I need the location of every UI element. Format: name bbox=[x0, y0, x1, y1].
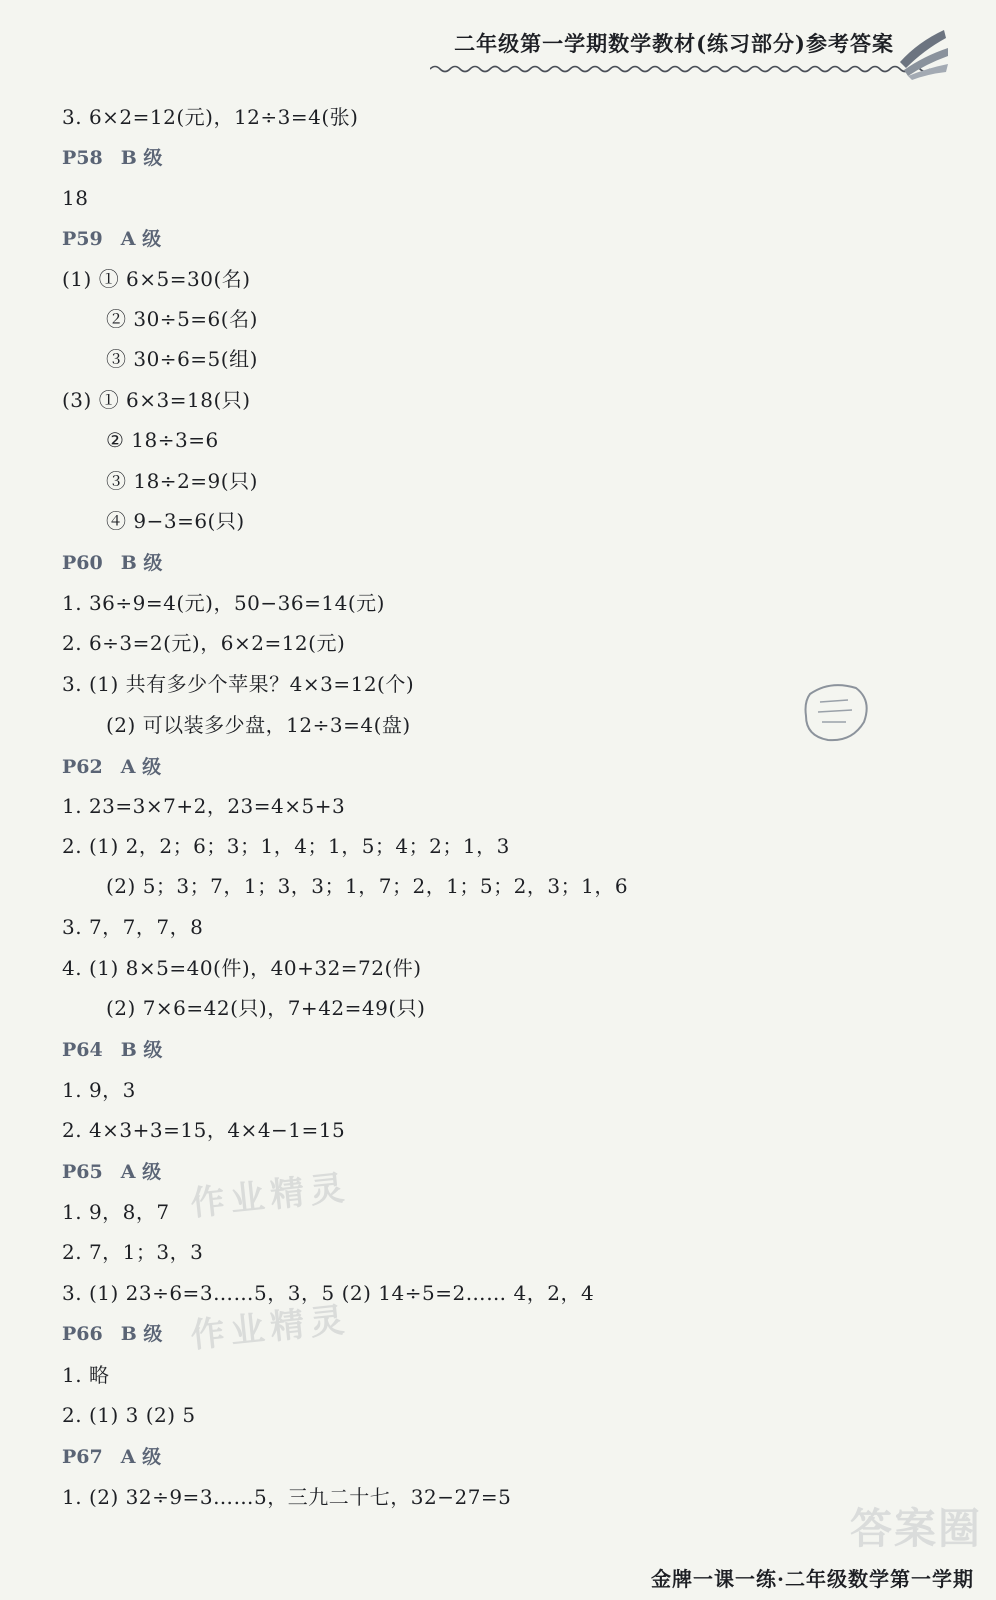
page-ref: P67 bbox=[62, 1446, 103, 1468]
section-header-p60 bbox=[62, 546, 162, 580]
answer-line: 1. (2) 32÷9=3……5，三九二十七，32−27=5 bbox=[62, 1485, 512, 1509]
page-ref: P59 bbox=[62, 228, 103, 250]
answer-line: 18 bbox=[62, 186, 89, 210]
answer-line: 1. 23=3×7+2，23=4×5+3 bbox=[62, 794, 346, 818]
answer-line: (2) 7×6=42(只)，7+42=49(只) bbox=[106, 996, 426, 1020]
grade-level: A 级 bbox=[120, 756, 162, 778]
grade-level: B 级 bbox=[120, 552, 163, 574]
answer-line: 2. (1) 2，2；6；3；1，4；1，5；4；2；1，3 bbox=[62, 834, 510, 858]
answer-line: 1. 略 bbox=[62, 1363, 110, 1387]
answer-line: ③ 30÷6=5(组) bbox=[106, 347, 258, 371]
section-header-p59 bbox=[62, 222, 161, 256]
grade-level: B 级 bbox=[120, 1039, 163, 1061]
answer-line: ② 18÷3=6 bbox=[106, 428, 219, 452]
answer-line: (2) 5；3；7，1；3，3；1，7；2，1；5；2，3；1，6 bbox=[106, 874, 629, 898]
answer-line: 2. 7，1；3，3 bbox=[62, 1240, 204, 1264]
grade-level: A 级 bbox=[120, 1446, 162, 1468]
answer-line: ③ 18÷2=9(只) bbox=[106, 469, 258, 493]
stamp-icon bbox=[800, 680, 872, 746]
answer-line: 3. 7，7，7，8 bbox=[62, 915, 204, 939]
grade-level: A 级 bbox=[120, 228, 162, 250]
answer-line: (2) 可以装多少盘，12÷3=4(盘) bbox=[106, 713, 411, 737]
answer-line: 2. 4×3+3=15，4×4−1=15 bbox=[62, 1118, 346, 1142]
page-ref: P60 bbox=[62, 552, 103, 574]
page-ref: P66 bbox=[62, 1323, 103, 1345]
grade-level: A 级 bbox=[120, 1161, 162, 1183]
answer-line: ④ 9−3=6(只) bbox=[106, 509, 245, 533]
page-footer: 金牌一课一练·二年级数学第一学期 bbox=[651, 1567, 974, 1591]
answer-line: (1) ① 6×5=30(名) bbox=[62, 267, 251, 291]
answer-line: 1. 9，3 bbox=[62, 1078, 136, 1102]
answer-line: 2. 6÷3=2(元)，6×2=12(元) bbox=[62, 631, 346, 655]
page-ref: P64 bbox=[62, 1039, 103, 1061]
answer-line: 1. 36÷9=4(元)，50−36=14(元) bbox=[62, 591, 385, 615]
book-icon bbox=[894, 22, 950, 82]
answer-line: 3. 6×2=12(元)，12÷3=4(张) bbox=[62, 105, 359, 129]
answer-line: 2. (1) 3 (2) 5 bbox=[62, 1403, 196, 1427]
header-wave-divider bbox=[430, 64, 950, 74]
grade-level: B 级 bbox=[120, 147, 163, 169]
grade-level: B 级 bbox=[120, 1323, 163, 1345]
section-header-p65 bbox=[62, 1155, 161, 1189]
watermark-text: 作业精灵 bbox=[188, 1299, 353, 1357]
answer-line: ② 30÷5=6(名) bbox=[106, 307, 258, 331]
section-header-p66 bbox=[62, 1317, 162, 1351]
watermark-text: 作业精灵 bbox=[188, 1167, 353, 1225]
answer-line: 3. (1) 23÷6=3……5，3，5 (2) 14÷5=2…… 4，2，4 bbox=[62, 1281, 595, 1305]
page-header bbox=[430, 22, 950, 82]
answer-line: 4. (1) 8×5=40(件)，40+32=72(件) bbox=[62, 956, 422, 980]
corner-watermark: 答案圈 bbox=[849, 1504, 982, 1553]
section-header-p64 bbox=[62, 1033, 162, 1067]
section-header-p67 bbox=[62, 1440, 161, 1474]
answer-line: 3. (1) 共有多少个苹果？4×3=12(个) bbox=[62, 672, 415, 696]
page-ref: P65 bbox=[62, 1161, 103, 1183]
page-ref: P58 bbox=[62, 147, 103, 169]
section-header-p62 bbox=[62, 750, 161, 784]
header-title: 二年级第一学期数学教材(练习部分)参考答案 bbox=[454, 31, 894, 56]
answer-line: 1. 9，8，7 bbox=[62, 1200, 170, 1224]
page-ref: P62 bbox=[62, 756, 103, 778]
section-header-p58 bbox=[62, 141, 162, 175]
answer-line: (3) ① 6×3=18(只) bbox=[62, 388, 251, 412]
